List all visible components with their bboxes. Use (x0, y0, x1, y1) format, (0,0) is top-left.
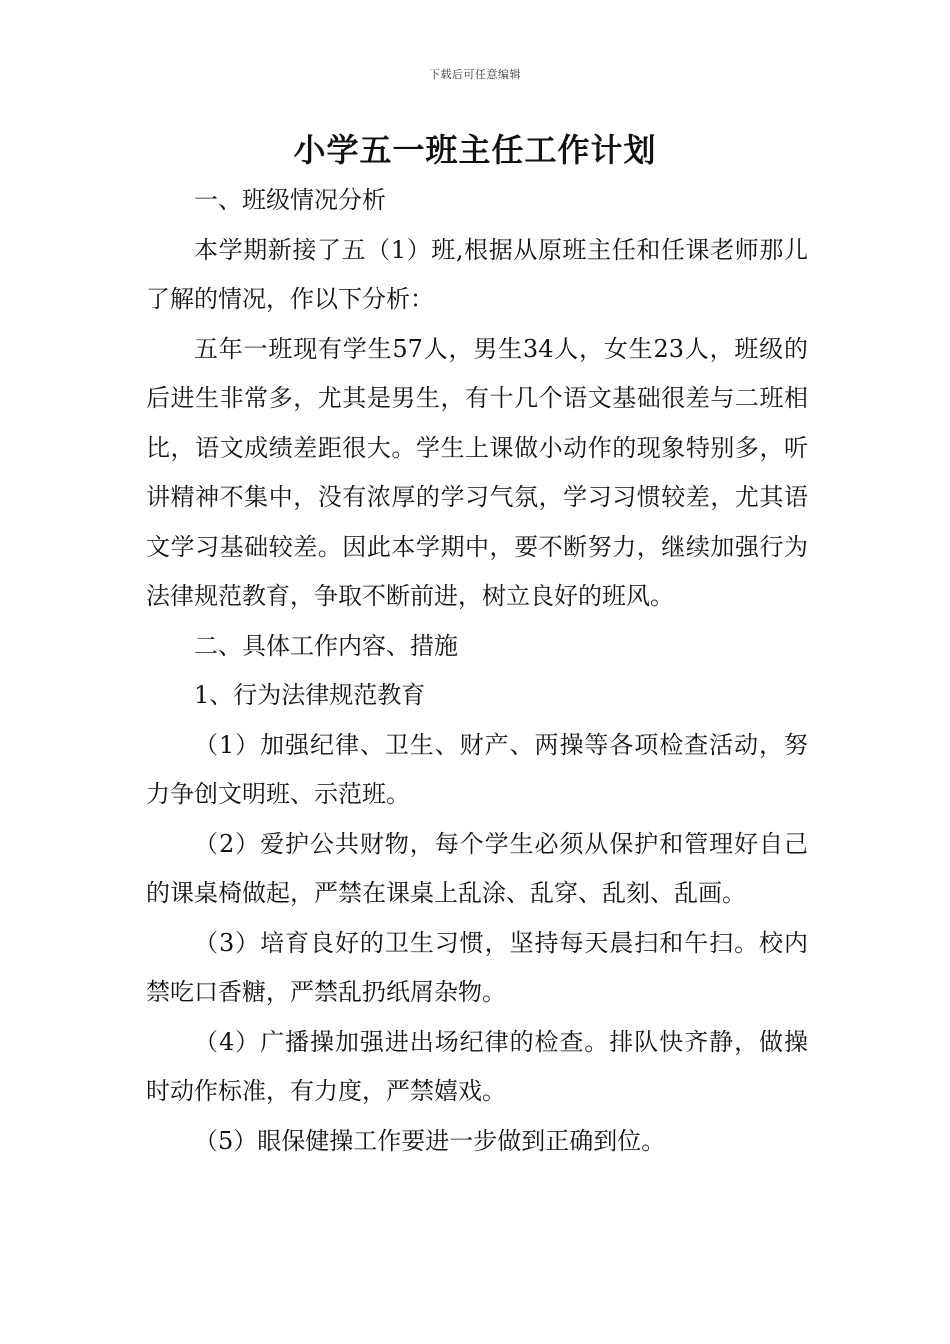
document-body (146, 176, 808, 1166)
list-item-3: （3）培育良好的卫生习惯，坚持每天晨扫和午扫。校内禁吃口香糖，严禁乱扔纸屑杂物。 (146, 928, 808, 1006)
section-heading-work-content: 二、具体工作内容、措施 (194, 631, 458, 660)
list-item-1: （1）加强纪律、卫生、财产、两操等各项检查活动，努力争创文明班、示范班。 (146, 730, 808, 808)
paragraph-class-situation: 五年一班现有学生57人，男生34人，女生23人，班级的后进生非常多，尤其是男生，有十几个语文基础很差与二班相比，语文成绩差距很大。学生上课做小动作的现象特别多，听讲精神不集中，没有浓厚的学习气氛，学习习惯较差，尤其语文学习基础较差。因此本学期中，要不断努力，继续加强行为法律规范教育，争取不断前进，树立良好的班风。 (146, 334, 808, 610)
list-item-5: （5）眼保健操工作要进一步做到正确到位。 (194, 1126, 666, 1155)
list-item-2: （2）爱护公共财物，每个学生必须从保护和管理好自己的课桌椅做起，严禁在课桌上乱涂、乱穿、乱刻、乱画。 (146, 829, 808, 907)
header-note: 下载后可任意编辑 (429, 68, 521, 81)
subsection-heading-behavior-education: 1、行为法律规范教育 (194, 681, 426, 709)
section-heading-class-analysis: 一、班级情况分析 (194, 186, 386, 214)
paragraph-intro: 本学期新接了五（1）班,根据从原班主任和任课老师那儿了解的情况，作以下分析： (146, 235, 808, 313)
list-item-4: （4）广播操加强进出场纪律的检查。排队快齐静，做操时动作标准，有力度，严禁嬉戏。 (146, 1027, 808, 1105)
document-title: 小学五一班主任工作计划 (293, 131, 657, 169)
